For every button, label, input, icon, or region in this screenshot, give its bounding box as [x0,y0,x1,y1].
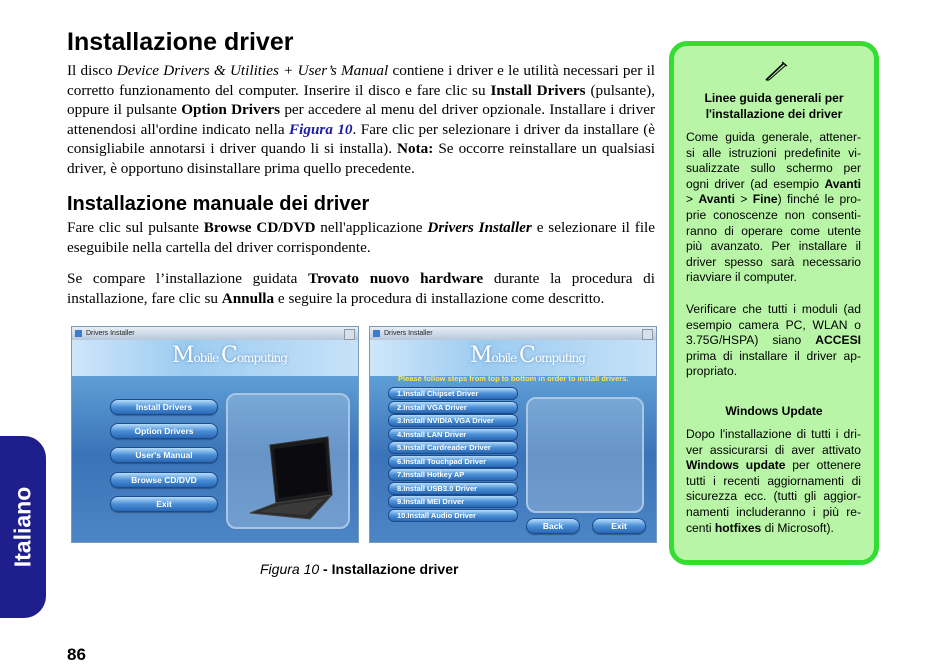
back-button[interactable]: Back [526,518,580,534]
steps-instruction: Please follow steps from top to bottom in order to install drivers. [398,374,629,383]
exit-button[interactable]: Exit [592,518,646,534]
window-titlebar: Drivers Installer [72,327,358,340]
page-title: Installazione driver [67,28,294,56]
driver-list-item[interactable]: 1.Install Chipset Driver [388,387,518,400]
brand-logo: Mobile Computing [172,343,287,368]
app-icon [75,330,82,337]
manual-paragraph: Fare clic sul pulsante Browse CD/DVD nell'applicazione Drivers Installer e selezionare il file eseguibile nella cartella del driver corrispondente. [67,219,656,256]
driver-list-item[interactable]: 8.Install USB3.0 Driver [388,482,518,495]
users-manual-button[interactable]: User's Manual [110,447,218,463]
sidebar-paragraph-modules: Verificare che tutti i moduli (ad esempio camera PC, WLAN o 3.75G/HSPA) siano ACCESI prima di installare il driver ap- propriato. [686,302,861,379]
driver-list-item[interactable]: 4.Install LAN Driver [388,428,518,441]
install-drivers-button[interactable]: Install Drivers [110,399,218,415]
intro-paragraph: Il disco Device Drivers & Utilities + User’s Manual contiene i driver e le utilità necessari per il corretto funzionamento del computer. Inserire il disco e fare clic su Install Drivers (pulsante), oppure il pulsante Option Drivers per accedere al menu del driver opzionale. Installare i driver attenendosi all'ordine indicato nella Figura 10. Fare clic per selezionare i driver da installare (è consigliabile annotarsi i driver quando li si installa). Nota: Se occorre reinstallare un qualsiasi driver, è opportuno disinstallare prima quello precedente. [67,62,656,177]
driver-list-item[interactable]: 5.Install Cardreader Driver [388,441,518,454]
sidebar-heading-guidelines: Linee guida generali per l'installazione dei driver [704,91,844,121]
page-number: 86 [67,645,86,664]
drivers-installer-main-screenshot [71,326,359,543]
wizard-paragraph: Se compare l’installazione guidata Trovato nuovo hardware durante la procedura di installazione, fare clic su Annulla e seguire la procedura di installazione come descritto. [67,270,655,307]
driver-list-item[interactable]: 9.Install MEI Driver [388,495,518,508]
pencil-note-icon [762,60,788,82]
window-titlebar: Drivers Installer [370,327,656,340]
brand-logo: Mobile Computing [470,343,585,368]
app-icon [373,330,380,337]
sidebar-paragraph-guidelines: Come guida generale, attener- si alle istruzioni predefinite vi- sualizzate sullo schermo per ogni driver (ad esempio Avanti > Avanti > Fine) finché le pro- prie conoscenze non consenti- ranno di operare come utente più avanzato. Per installare il driver spesso sarà necessario riavviare il computer. [686,130,861,285]
driver-list-item[interactable]: 10.Install Audio Driver [388,509,518,522]
language-tab: Italiano [0,436,46,618]
sidebar-paragraph-windows-update: Dopo l'installazione di tutti i dri- ver assicurarsi di aver attivato Windows update per ottenere tutti i recenti aggiornamenti di sicurezza ecc. (tutti gli aggior- namenti includeranno i più re- centi hotfixes di Microsoft). [686,427,861,535]
preview-panel [526,397,644,513]
drivers-installer-list-screenshot [369,326,657,543]
driver-list-item[interactable]: 3.Install NVIDIA VGA Driver [388,414,518,427]
preview-panel [226,393,350,529]
browse-cd-dvd-button[interactable]: Browse CD/DVD [110,472,218,488]
figure-caption: Figura 10 - Installazione driver [260,561,459,577]
close-icon[interactable] [642,329,653,340]
driver-list-item[interactable]: 2.Install VGA Driver [388,401,518,414]
sidebar-heading-windows-update: Windows Update [725,404,823,418]
driver-list-item[interactable]: 7.Install Hotkey AP [388,468,518,481]
guidelines-sidebar [669,41,879,565]
figure-link[interactable]: Figura 10 [289,120,353,138]
option-drivers-button[interactable]: Option Drivers [110,423,218,439]
laptop-icon [228,395,348,527]
driver-list-item[interactable]: 6.Install Touchpad Driver [388,455,518,468]
section-title: Installazione manuale dei driver [67,193,370,215]
exit-button[interactable]: Exit [110,496,218,512]
close-icon[interactable] [344,329,355,340]
